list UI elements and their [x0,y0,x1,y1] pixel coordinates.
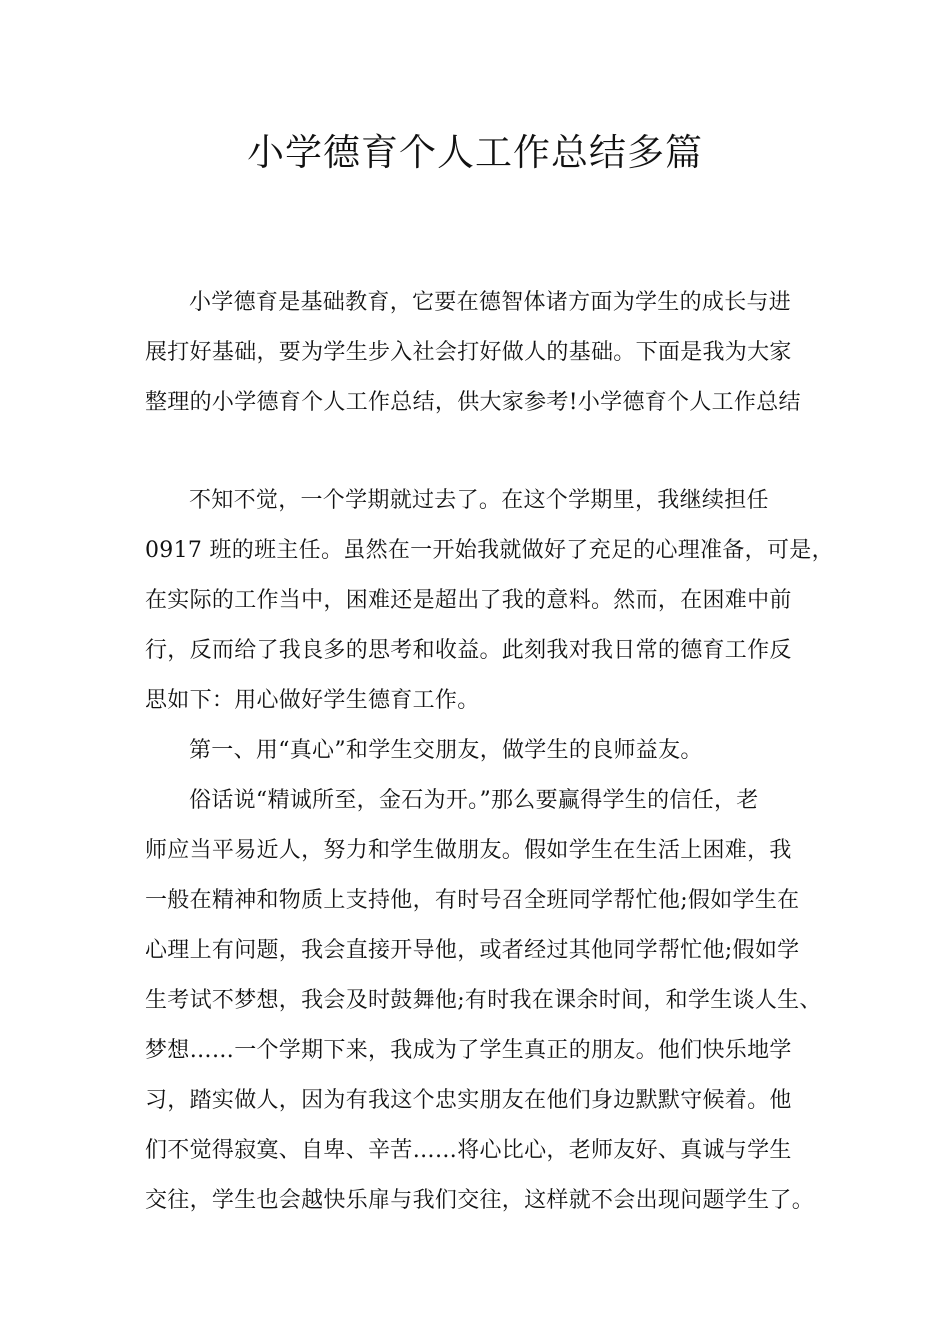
text-line: 交往，学生也会越快乐扉与我们交往，这样就不会出现问题学生了。 [145,1188,815,1213]
text-line: 0917 班的班主任。虽然在一开始我就做好了充足的心理准备，可是， [145,538,834,563]
text-line: 梦想……一个学期下来，我成为了学生真正的朋友。他们快乐地学 [145,1038,792,1063]
text-line: 俗话说“精诚所至，金石为开。”那么要赢得学生的信任，老 [189,788,759,813]
text-line: 思如下：用心做好学生德育工作。 [145,688,480,713]
body-text [145,476,834,1226]
intro-paragraph [145,278,813,428]
document-title: 小学德育个人工作总结多篇 [247,131,703,174]
text-line: 心理上有问题，我会直接开导他，或者经过其他同学帮忙他;假如学 [145,938,800,963]
text-line: 生考试不梦想，我会及时鼓舞他;有时我在课余时间，和学生谈人生、 [145,988,822,1013]
text-line: 在实际的工作当中，困难还是超出了我的意料。然而，在困难中前 [145,588,792,613]
text-line: 习，踏实做人，因为有我这个忠实朋友在他们身边默默守候着。他 [145,1088,792,1113]
text-line: 小学德育是基础教育，它要在德智体诸方面为学生的成长与进 [189,290,792,315]
text-line: 一般在精神和物质上支持他，有时号召全班同学帮忙他;假如学生在 [145,888,800,913]
text-line: 行，反而给了我良多的思考和收益。此刻我对我日常的德育工作反 [145,638,792,663]
text-line: 师应当平易近人，努力和学生做朋友。假如学生在生活上困难，我 [145,838,792,863]
section-heading: 第一、用“真心”和学生交朋友，做学生的良师益友。 [189,738,703,763]
text-line: 们不觉得寂寞、自卑、辛苦……将心比心，老师友好、真诚与学生 [145,1138,792,1163]
text-line: 不知不觉，一个学期就过去了。在这个学期里，我继续担任 [189,488,769,513]
text-line: 展打好基础，要为学生步入社会打好做人的基础。下面是我为大家 [145,340,792,365]
text-line: 整理的小学德育个人工作总结，供大家参考!小学德育个人工作总结 [145,390,801,415]
